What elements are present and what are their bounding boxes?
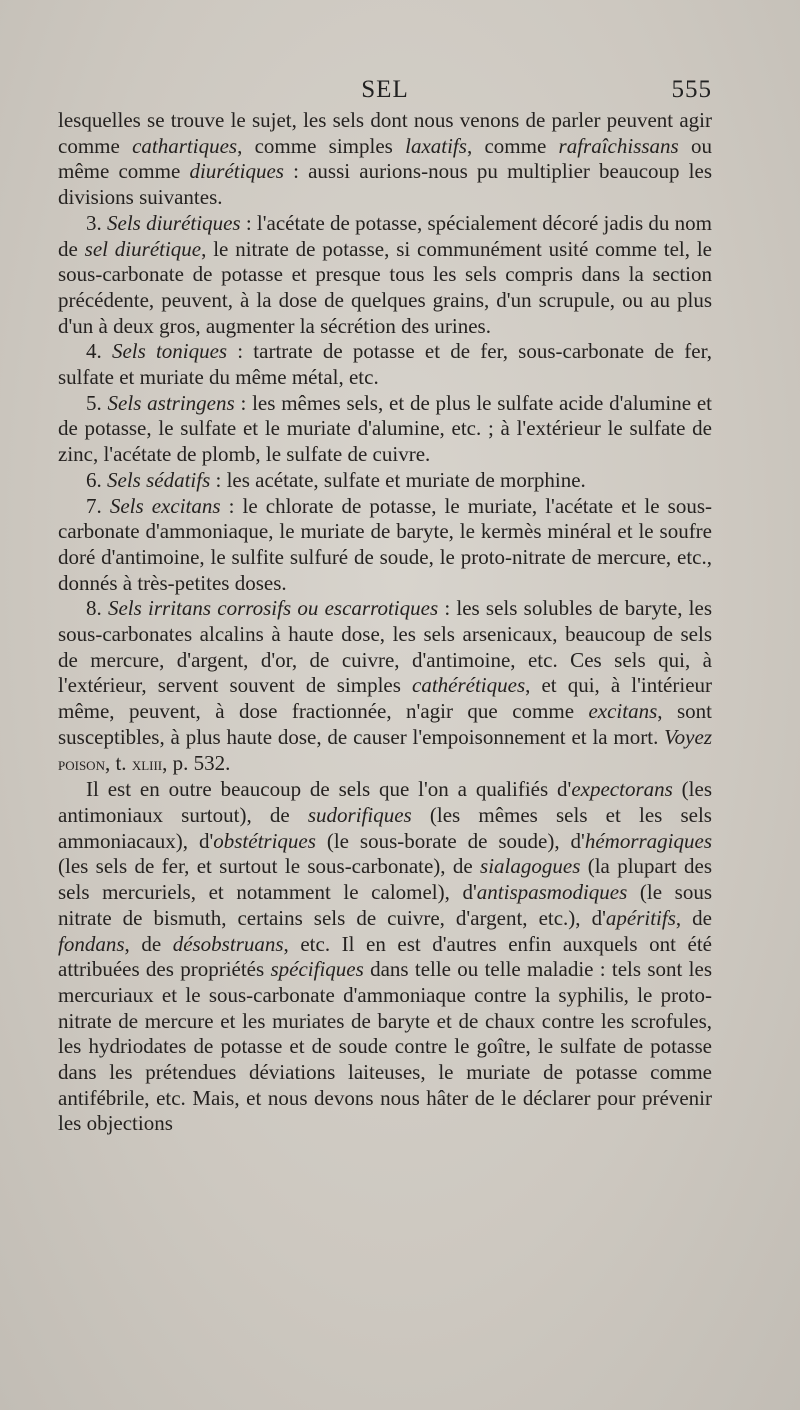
paragraph [58,339,712,390]
text-run: (les sels de fer, et surtout le sous-carbonate), de [58,854,481,879]
italic-run: spécifiques [270,957,364,982]
paragraph [58,211,712,340]
italic-run: expectorans [571,777,673,802]
italic-run: cathartiques [132,133,238,158]
paragraph [58,777,712,1137]
italic-run: Sels diurétiques [107,210,241,235]
text-run: , de [124,931,173,956]
text-run: (le sous nitrate de bismuth, certains sels de cuivre, d'argent, etc.), d' [58,880,712,930]
text-run: : tartrate de potasse et de fer, sous-carbonate de fer, sulfate et muriate du même métal, etc. [58,339,712,390]
text-run: 6. [86,467,107,492]
italic-run: Sels sédatifs [107,467,211,492]
paragraph [58,108,712,211]
paragraph [58,494,712,597]
text-run: 3. [86,210,107,235]
italic-run: fondans [58,931,125,956]
text-run: , p. 532. [162,750,231,775]
body-text [58,108,712,1137]
text-run: , de [675,905,712,930]
italic-run: diurétiques [189,159,284,184]
text-run: : l'acétate de potasse, spécialement décoré jadis du nom de [58,210,713,261]
italic-run: obstétriques [213,828,316,853]
italic-run: rafraîchissans [558,133,679,158]
text-run: lesquelles se trouve le sujet, les sels dont nous venons de parler peuvent agir comme [58,108,712,158]
small-caps-run: xliii [131,753,163,774]
text-run: , etc. Il en est d'autres enfin auxquels ont été attribuées des propriétés [58,931,712,982]
text-run: : le chlorate de potasse, le muriate, l'acétate et le sous-carbonate d'ammoniaque, le muriate de baryte, le kermès minéral et le soufre doré d'antimoine, le sulfite sulfuré de soude, le proto-nitrate de mercure, etc., donnés à très-petites doses. [58,493,712,595]
italic-run: antispasmodiques [476,880,628,905]
italic-run: hémorragiques [584,828,712,853]
text-run: , t. [104,750,132,775]
italic-run: sel diurétique [84,236,202,261]
text-run: : aussi aurions-nous pu multiplier beaucoup les divisions suivantes. [58,159,713,210]
italic-run: Sels irritans corrosifs ou escarrotiques [107,596,439,621]
italic-run: sialagogues [480,854,581,879]
italic-run: Sels toniques [111,339,228,364]
italic-run: désobstruans [172,931,284,956]
italic-run: laxatifs [405,133,467,158]
text-run: Il est en outre beaucoup de sels que l'on a qualifiés d' [86,777,572,802]
text-run: (les antimoniaux surtout), de [58,777,713,827]
text-run: (le sous-borate de soude), d' [315,828,585,853]
text-run: 7. [86,493,110,518]
text-run: : les mêmes sels, et de plus le sulfate acide d'alumine et de potasse, le sulfate et le muriate d'alumine, etc. ; à l'extérieur le sulfate de zinc, l'acétate de plomb, le sulfate de cuivre. [58,390,713,467]
paragraph [58,468,712,494]
italic-run: cathérétiques [412,673,526,698]
paragraph [58,596,712,777]
text-run: , comme simples [237,133,406,158]
text-run: , et qui, à l'intérieur même, peuvent, à dose fractionnée, n'agir que comme [58,673,713,724]
text-run: dans telle ou telle maladie : tels sont les mercuriaux et le sous-carbonate d'ammoniaque contre la syphilis, le proto-nitrate de mercure et les muriates de baryte et de chaux contre les scrofules, les hydriodates de potasse et de soude contre le goître, le sulfate de potasse dans les prétendues déviations laiteuses, le muriate de potasse comme antifébrile, etc. Mais, et nous devons nous hâter de le déclarer pour prévenir les objections [58,957,712,1136]
running-head [58,76,712,108]
text-run: : les acétate, sulfate et muriate de morphine. [210,467,586,492]
italic-run: Sels astringens [107,390,235,415]
text-run: , comme [466,133,559,158]
text-run: , sont susceptibles, à plus haute dose, de causer l'empoisonnement et la mort. [58,699,712,749]
text-run: : les sels solubles de baryte, les sous-carbonates alcalins à haute dose, les sels arsenicaux, beaucoup de sels de mercure, d'argent, d'or, de cuivre, d'antimoine, etc. Ces sels qui, à l'extérieur, servent souvent de simples [58,596,712,698]
page-number: 555 [671,76,712,103]
paragraph [58,391,712,468]
text-run: 8. [86,596,108,621]
italic-run: sudorifiques [307,802,412,827]
text-run: , le nitrate de potasse, si communément usité comme tel, le sous-carbonate de potasse et presque tous les sels compris dans la section précédente, peuvent, à la dose de quelques grains, d'un scrupule, ou au plus d'un à deux gros, augmenter la sécrétion des urines. [58,236,712,338]
text-run: (la plupart des sels mercuriels, et notamment le calomel), d' [58,854,713,905]
italic-run: apéritifs [605,905,676,930]
text-run: 4. [86,339,112,364]
italic-run: Voyez [664,724,712,749]
small-caps-run: poison [58,753,105,774]
text-run: (les mêmes sels et les sels ammoniacaux), d' [58,802,712,853]
italic-run: Sels excitans [109,493,221,518]
text-run: 5. [86,390,108,415]
text-run: ou même comme [58,133,712,184]
italic-run: excitans [588,699,658,724]
running-head-title: SEL [361,76,409,103]
